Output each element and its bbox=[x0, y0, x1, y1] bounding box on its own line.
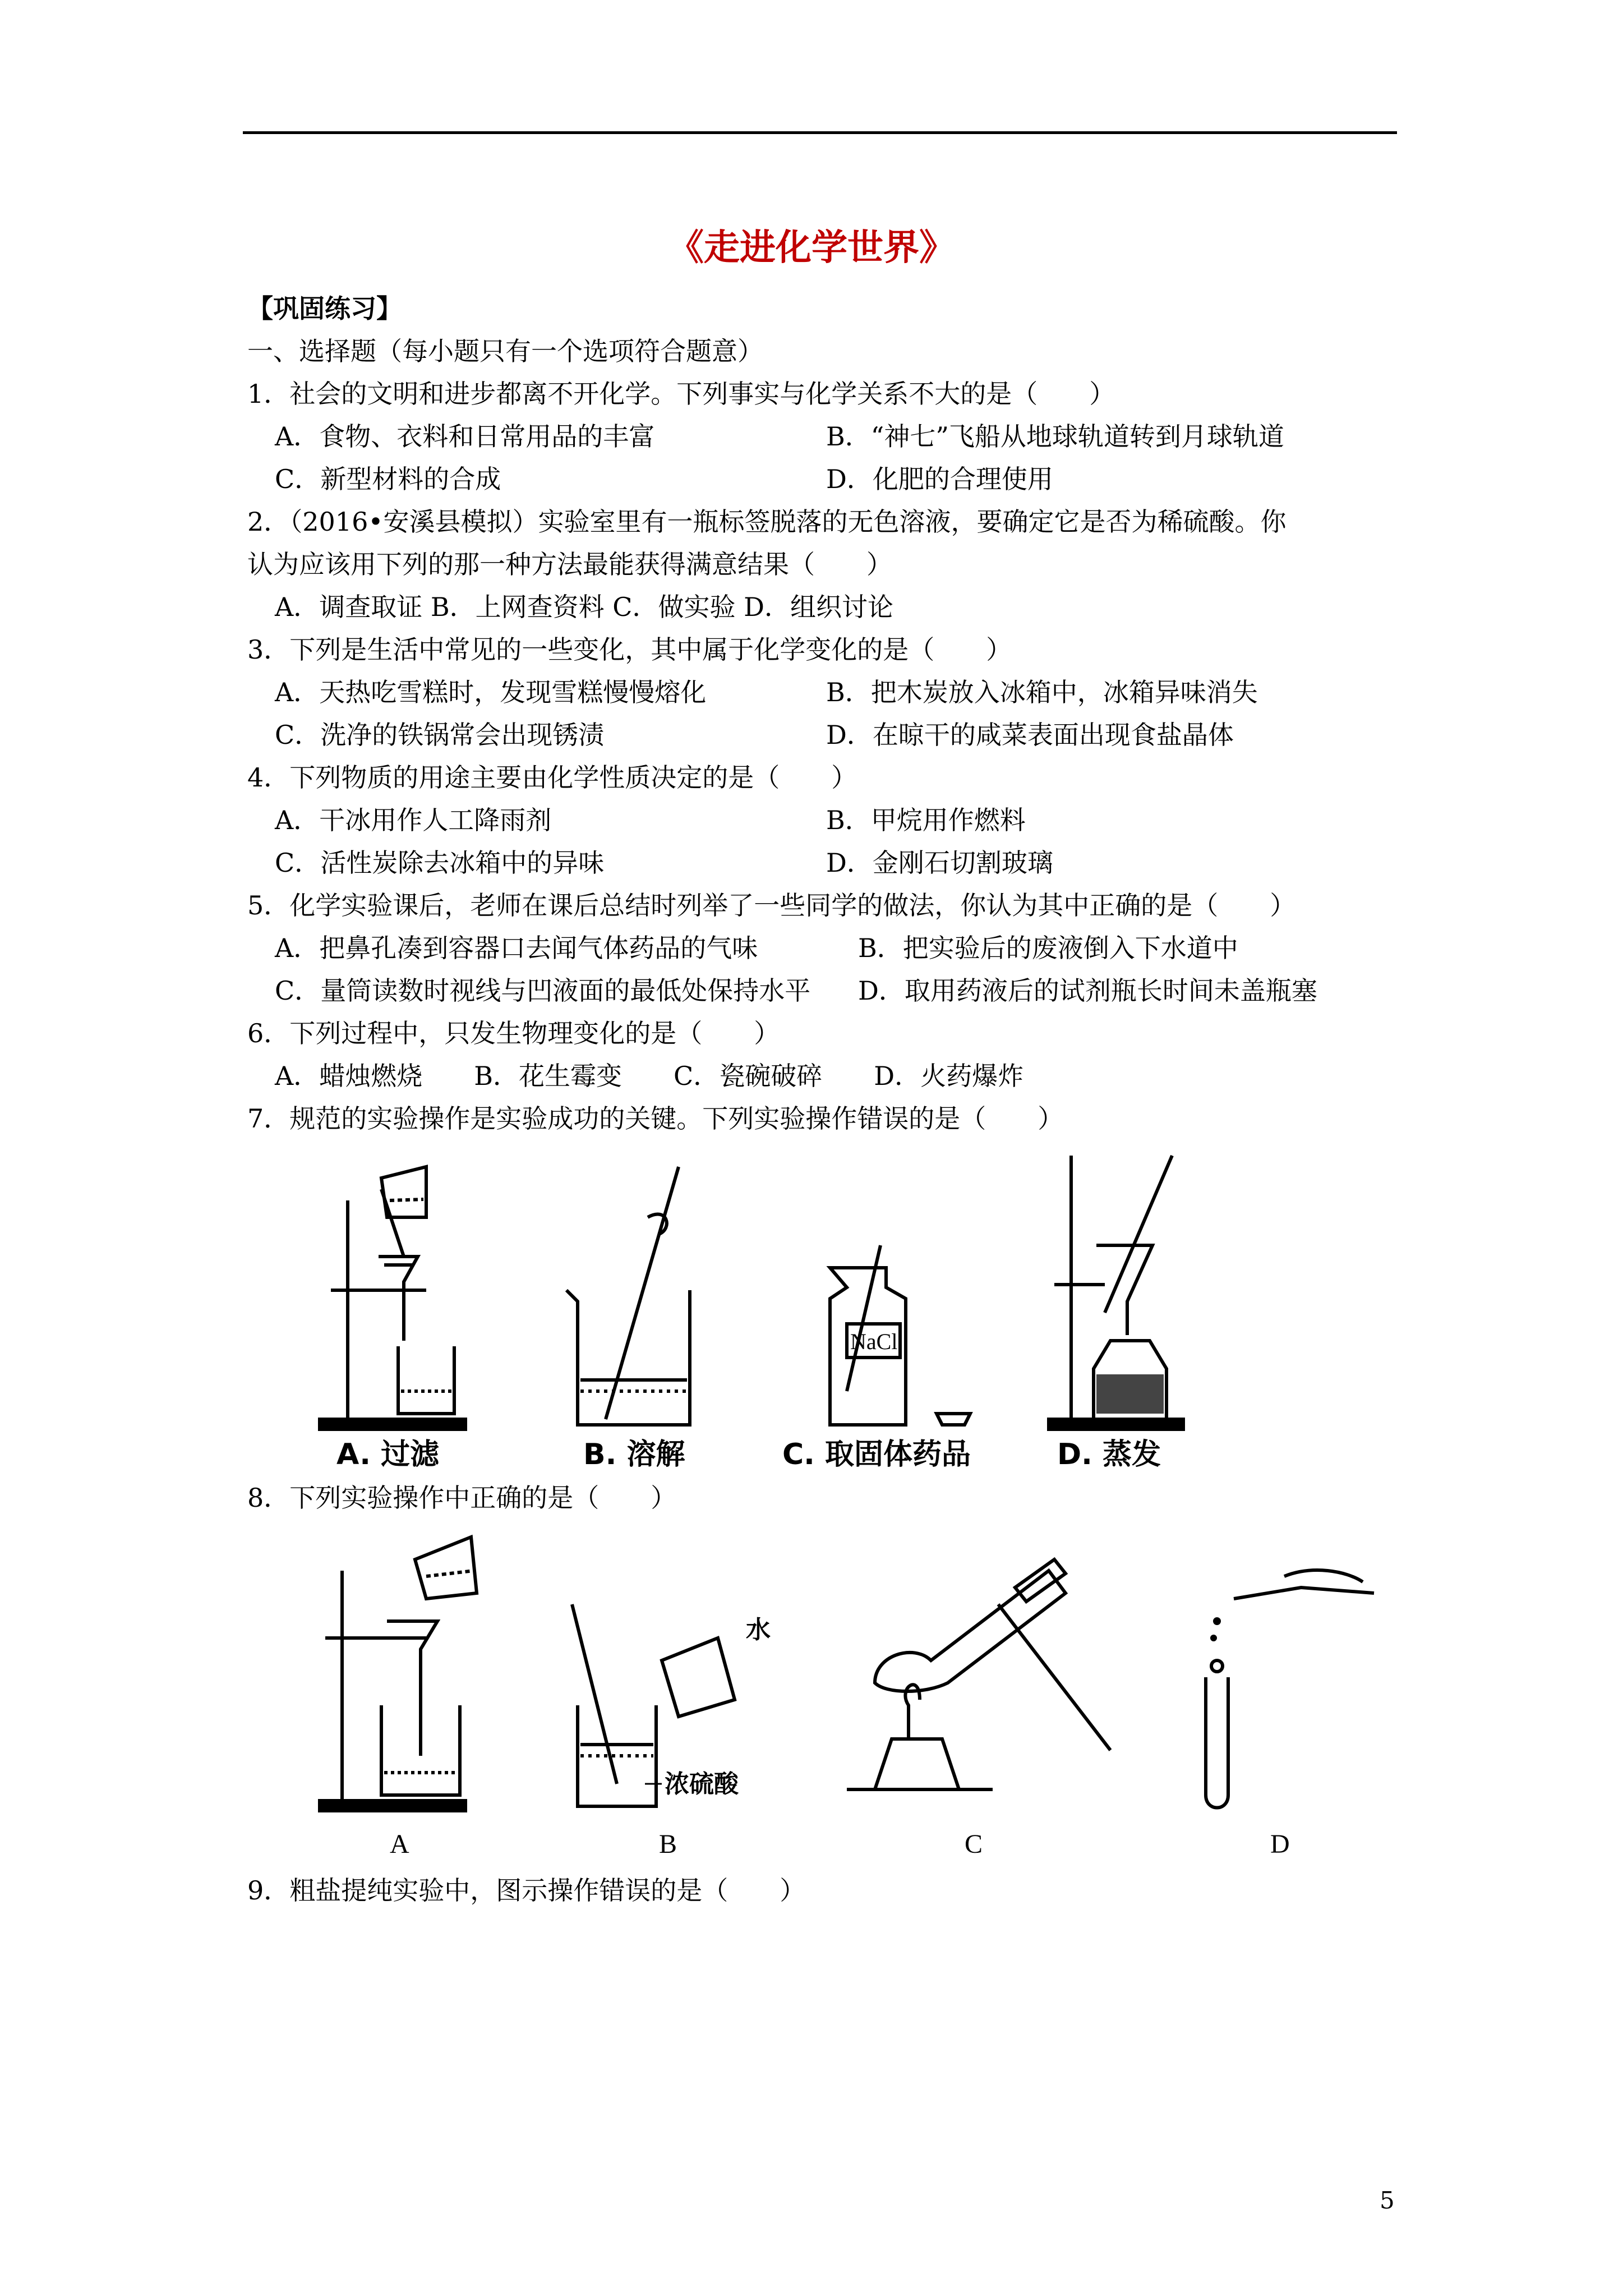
q3-stem: 3．下列是生活中常见的一些变化，其中属于化学变化的是（ ） bbox=[247, 634, 1012, 665]
header-rule bbox=[243, 131, 1397, 134]
q4-stem: 4．下列物质的用途主要由化学性质决定的是（ ） bbox=[247, 762, 857, 793]
q4-option-d: D．金刚石切割玻璃 bbox=[826, 848, 1053, 878]
acid-label: 浓硫酸 bbox=[665, 1770, 739, 1798]
q7-caption-c: C. 取固体药品 bbox=[782, 1438, 971, 1471]
q4-option-a: A．干冰用作人工降雨剂 bbox=[275, 805, 552, 835]
q8-figure-d bbox=[1200, 1554, 1385, 1812]
page-title: 《走进化学世界》 bbox=[668, 227, 955, 269]
q5-option-b: B．把实验后的废液倒入下水道中 bbox=[858, 933, 1238, 963]
q8-caption-a: A bbox=[390, 1829, 409, 1859]
q9-stem: 9．粗盐提纯实验中，图示操作错误的是（ ） bbox=[247, 1875, 806, 1906]
q1-option-d: D．化肥的合理使用 bbox=[826, 464, 1053, 494]
q5-option-d: D．取用药液后的试剂瓶长时间未盖瓶塞 bbox=[858, 976, 1317, 1006]
q7-caption-d: D. 蒸发 bbox=[1057, 1438, 1161, 1471]
section-heading: 【巩固练习】 bbox=[247, 293, 402, 324]
q8-figure-c bbox=[841, 1548, 1122, 1795]
q7-caption-a: A. 过滤 bbox=[336, 1438, 440, 1471]
q2-stem-line1: 2．（2016•安溪县模拟）实验室里有一瓶标签脱落的无色溶液，要确定它是否为稀硫酸。你 bbox=[247, 507, 1287, 537]
nacl-label: NaCl bbox=[850, 1329, 898, 1354]
q6-stem: 6．下列过程中，只发生物理变化的是（ ） bbox=[247, 1018, 780, 1048]
q7-stem: 7．规范的实验操作是实验成功的关键。下列实验操作错误的是（ ） bbox=[247, 1103, 1064, 1134]
q7-figure-filtration bbox=[314, 1156, 482, 1436]
q7-figure-dissolving bbox=[555, 1156, 723, 1436]
q8-figure-a bbox=[314, 1537, 516, 1818]
q8-caption-d: D bbox=[1270, 1829, 1290, 1859]
q8-stem: 8．下列实验操作中正确的是（ ） bbox=[247, 1483, 677, 1513]
q7-figure-evaporation bbox=[1043, 1144, 1211, 1436]
q1-stem: 1．社会的文明和进步都离不开化学。下列事实与化学关系不大的是（ ） bbox=[247, 379, 1115, 409]
q5-stem: 5．化学实验课后，老师在课后总结时列举了一些同学的做法，你认为其中正确的是（ ） bbox=[247, 890, 1296, 921]
q8-caption-c: C bbox=[965, 1829, 983, 1859]
q6-options: A．蜡烛燃烧 B．花生霉变 C．瓷碗破碎 D．火药爆炸 bbox=[275, 1061, 1024, 1091]
part-heading: 一、选择题（每小题只有一个选项符合题意） bbox=[247, 336, 763, 366]
q4-option-c: C．活性炭除去冰箱中的异味 bbox=[275, 848, 605, 878]
q8-caption-b: B bbox=[659, 1829, 677, 1859]
q7-caption-b: B. 溶解 bbox=[583, 1438, 685, 1471]
q2-stem-line2: 认为应该用下列的那一种方法最能获得满意结果（ ） bbox=[247, 549, 892, 579]
q1-option-a: A．食物、衣料和日常用品的丰富 bbox=[275, 421, 655, 452]
q3-option-a: A．天热吃雪糕时，发现雪糕慢慢熔化 bbox=[275, 677, 707, 707]
q2-options: A．调查取证 B．上网查资料 C．做实验 D．组织讨论 bbox=[275, 592, 893, 622]
q8-figure-b bbox=[561, 1604, 796, 1818]
q1-option-b: B．“神七”飞船从地球轨道转到月球轨道 bbox=[826, 421, 1284, 452]
water-label: 水 bbox=[746, 1616, 771, 1644]
q1-option-c: C．新型材料的合成 bbox=[275, 464, 501, 494]
q3-option-b: B．把木炭放入冰箱中，冰箱异味消失 bbox=[826, 677, 1258, 707]
q5-option-a: A．把鼻孔凑到容器口去闻气体药品的气味 bbox=[275, 933, 758, 963]
q7-figure-solid-reagent bbox=[813, 1245, 981, 1436]
page-number: 5 bbox=[1380, 2187, 1395, 2214]
q3-option-c: C．洗净的铁锅常会出现锈渍 bbox=[275, 720, 605, 750]
q4-option-b: B．甲烷用作燃料 bbox=[826, 805, 1026, 835]
q3-option-d: D．在晾干的咸菜表面出现食盐晶体 bbox=[826, 720, 1234, 750]
q5-option-c: C．量筒读数时视线与凹液面的最低处保持水平 bbox=[275, 976, 811, 1006]
